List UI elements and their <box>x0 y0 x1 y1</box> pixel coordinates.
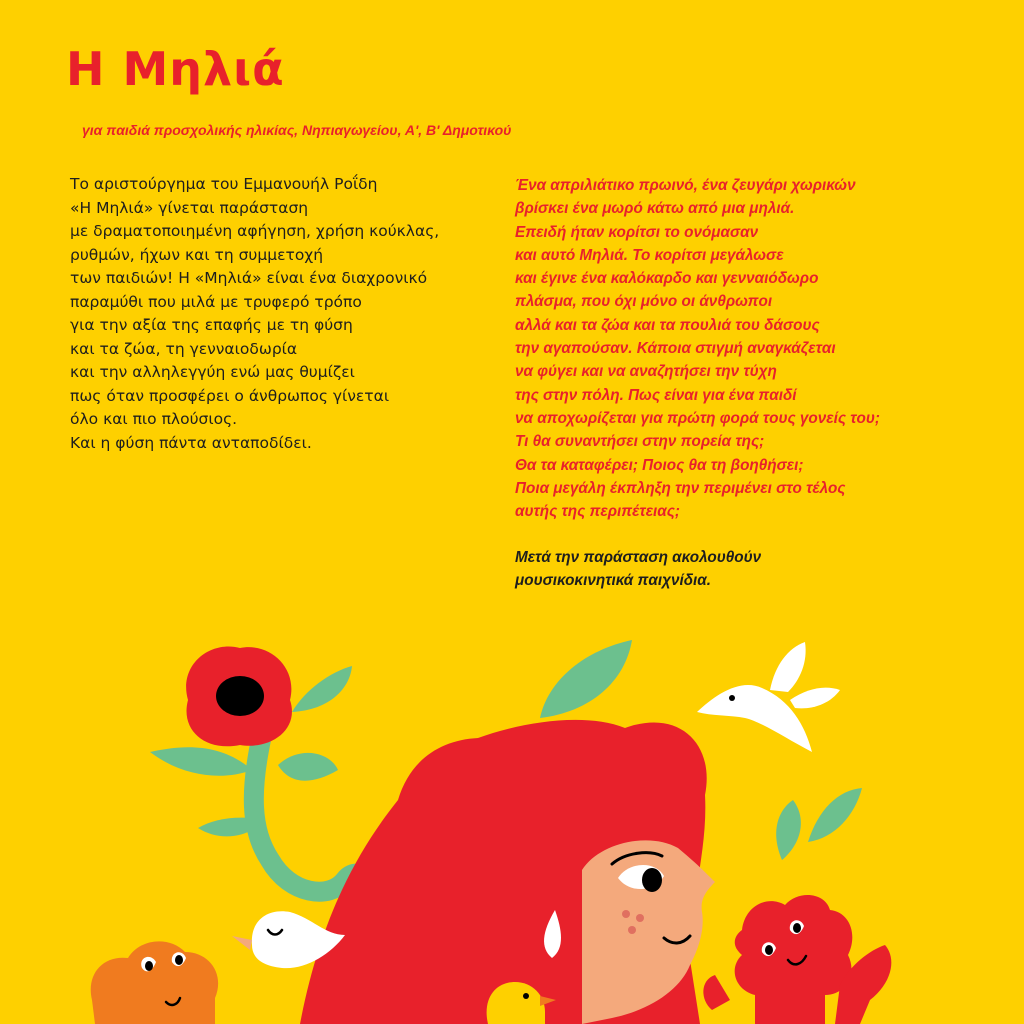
page-title: Η Μηλιά <box>66 42 285 96</box>
intro-line: «Η Μηλιά» γίνεται παράσταση <box>70 198 309 217</box>
story-line: αλλά και τα ζώα και τα πουλιά του δάσους <box>515 316 820 334</box>
intro-line: και την αλληλεγγύη ενώ μας θυμίζει <box>70 363 355 381</box>
red-flower-icon <box>703 895 891 1024</box>
story-line: αυτής της περιπέτειας; <box>515 503 680 521</box>
story-paragraph <box>515 174 945 523</box>
story-line: την αγαπούσαν. Κάποια στιγμή αναγκάζεται <box>515 340 836 358</box>
story-illustration <box>0 600 1024 1024</box>
intro-line: και τα ζώα, τη γενναιοδωρία <box>70 339 298 358</box>
leaf-icon <box>776 800 801 860</box>
after-show-line: Μετά την παράσταση ακολουθούν <box>515 549 762 566</box>
story-line: πλάσμα, που όχι μόνο οι άνθρωποι <box>515 293 773 311</box>
story-line: Επειδή ήταν κορίτσι το ονόμασαν <box>515 223 759 241</box>
after-show-line: μουσικοκινητικά παιχνίδια. <box>515 572 712 590</box>
story-line: βρίσκει ένα μωρό κάτω από μια μηλιά. <box>515 200 795 218</box>
intro-line: Το αριστούργημα του Εμμανουήλ Ροΐδη <box>70 175 378 193</box>
intro-line: όλο και πιο πλούσιος. <box>70 410 238 428</box>
intro-line: Και η φύση πάντα ανταποδίδει. <box>70 433 312 452</box>
intro-line: για την αξία της επαφής με τη φύση <box>70 316 353 334</box>
intro-paragraph <box>70 173 490 455</box>
girl-icon <box>300 720 715 1024</box>
intro-line: παραμύθι που μιλά με τρυφερό τρόπο <box>70 292 362 311</box>
intro-line: με δραματοποιημένη αφήγηση, χρήση κούκλας, <box>70 222 440 240</box>
apple-leaf-icon <box>540 640 632 718</box>
intro-line: ρυθμών, ήχων και τη συμμετοχή <box>70 245 324 264</box>
story-line: να φύγει και να αναζητήσει την τύχη <box>515 363 777 381</box>
story-line: και έγινε ένα καλόκαρδο και γενναιόδωρο <box>515 270 819 288</box>
leaf-icon <box>808 788 862 842</box>
story-line: να αποχωρίζεται για πρώτη φορά τους γονείς του; <box>515 409 880 427</box>
intro-line: των παιδιών! Η «Μηλιά» είναι ένα διαχρονικό <box>70 269 428 287</box>
story-line: της στην πόλη. Πως είναι για ένα παιδί <box>515 386 797 404</box>
story-line: Ποια μεγάλη έκπληξη την περιμένει στο τέλος <box>515 479 846 497</box>
story-line: Τι θα συναντήσει στην πορεία της; <box>515 433 765 451</box>
story-line: Θα τα καταφέρει; Ποιος θα τη βοηθήσει; <box>515 456 804 474</box>
story-line: και αυτό Μηλιά. Το κορίτσι μεγάλωσε <box>515 246 784 264</box>
intro-line: πως όταν προσφέρει ο άνθρωπος γίνεται <box>70 386 390 405</box>
after-show-note <box>515 546 915 593</box>
story-line: Ένα απριλιάτικο πρωινό, ένα ζευγάρι χωρικών <box>515 177 856 194</box>
dove-icon <box>697 642 840 752</box>
page-subtitle: για παιδιά προσχολικής ηλικίας, Νηπιαγωγείου, Α', Β' Δημοτικού <box>82 122 512 138</box>
poppy-flower-icon <box>150 647 373 935</box>
orange-flower-icon <box>91 941 218 1024</box>
